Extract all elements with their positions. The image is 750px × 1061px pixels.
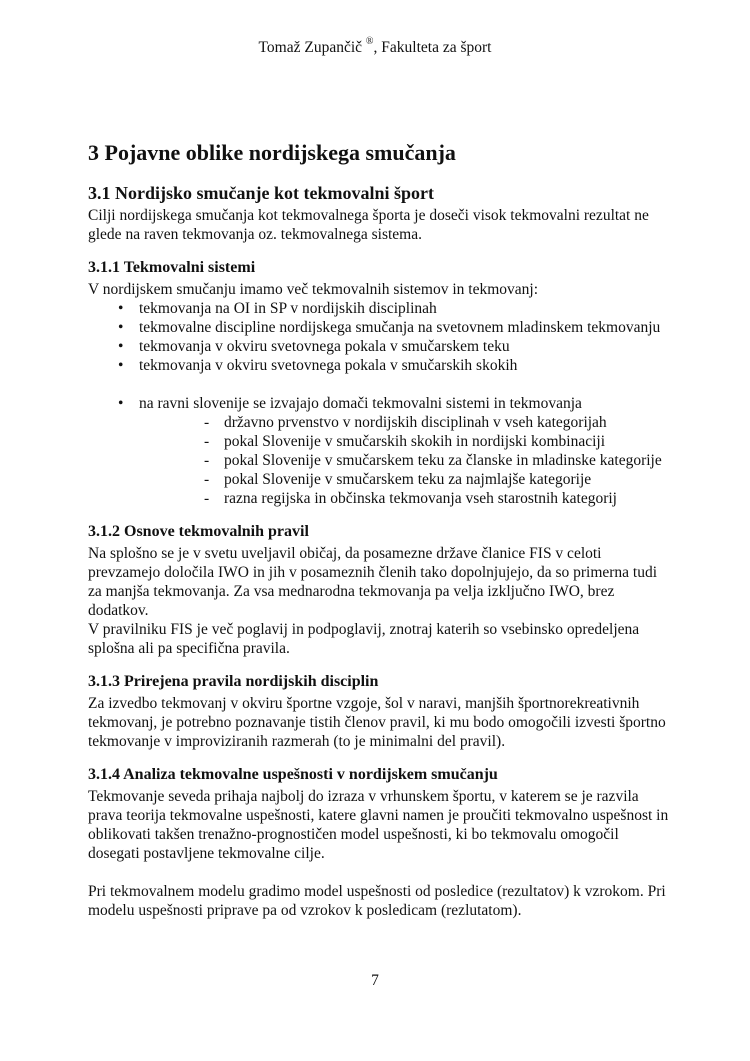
subsection-title: 3.1.1 Tekmovalni sistemi — [88, 259, 256, 276]
paragraph-line: tekmovanj, je potrebno poznavanje tistih členov pravil, ki mu bodo omogočili izvesti športno — [88, 714, 666, 731]
list-item-text: tekmovanja v okviru svetovnega pokala v smučarskih skokih — [139, 357, 518, 374]
national-bullet-list — [88, 394, 688, 413]
subsection-title: 3.1.3 Prirejena pravila nordijskih disciplin — [88, 673, 379, 690]
paragraph-line: oblikovati takšen trenažno-prognostičen model uspešnosti, ki bo tekmovalu omogočil — [88, 826, 619, 843]
spacer — [88, 375, 688, 394]
header-author: Tomaž Zupančič — [258, 39, 363, 57]
running-header — [0, 38, 750, 57]
subsection-title: 3.1.4 Analiza tekmovalne uspešnosti v nordijskem smučanju — [88, 766, 498, 783]
chapter-title: 3 Pojavne oblike nordijskega smučanja — [88, 140, 456, 165]
bullet-icon: • — [118, 300, 124, 317]
paragraph-line: Pri tekmovalnem modelu gradimo model uspešnosti od posledice (rezultatov) k vzrokom. Pri — [88, 883, 666, 900]
list-intro: V nordijskem smučanju imamo več tekmovalnih sistemov in tekmovanj: — [88, 281, 539, 298]
section-title: 3.1 Nordijsko smučanje kot tekmovalni šport — [88, 183, 435, 203]
header-affiliation: , Fakulteta za šport — [373, 39, 492, 57]
dash-item — [88, 489, 688, 508]
list-item — [88, 394, 688, 413]
section-3-1-4 — [88, 765, 688, 920]
spacer — [88, 863, 688, 882]
paragraph-line: dosegati postavljene tekmovalne cilje. — [88, 845, 325, 862]
paragraph-line: Za izvedbo tekmovanj v okviru športne vzgoje, šol v naravi, manjših športnorekreativnih — [88, 695, 640, 712]
dash-item-text: pokal Slovenije v smučarskem teku za članske in mladinske kategorije — [224, 452, 662, 469]
paragraph-line: glede na raven tekmovanja oz. tekmovalnega sistema. — [88, 226, 422, 243]
paragraph-line: dodatkov. — [88, 602, 149, 619]
registered-mark: ® — [365, 36, 374, 47]
bullet-icon: • — [118, 357, 124, 374]
dash-item — [88, 413, 688, 432]
dash-icon: - — [204, 433, 210, 450]
section-3-1-1 — [88, 258, 688, 508]
list-item — [88, 299, 688, 318]
list-item-text: tekmovalne discipline nordijskega smučanja na svetovnem mladinskem tekmovanju — [139, 319, 661, 336]
paragraph-line: Cilji nordijskega smučanja kot tekmovalnega športa je doseči visok tekmovalni rezultat ne — [88, 207, 649, 224]
dash-icon: - — [204, 414, 210, 431]
paragraph-line: prava teorija tekmovalne uspešnosti, katere glavni namen je proučiti tekmovalno uspešnost in — [88, 807, 669, 824]
paragraph-line: prevzamejo določila IWO in jih v posameznih členih tako dopolnjujejo, da so primerna tudi — [88, 564, 658, 581]
bullet-list — [88, 299, 688, 375]
paragraph-line: tekmovanje v improviziranih razmerah (to je minimalni del pravil). — [88, 733, 506, 750]
page-number: 7 — [371, 972, 379, 989]
dash-item — [88, 451, 688, 470]
bullet-icon: • — [118, 319, 124, 336]
paragraph-line: splošna ali pa specifična pravila. — [88, 640, 290, 657]
list-item — [88, 356, 688, 375]
dash-icon: - — [204, 490, 210, 507]
dash-item-text: pokal Slovenije v smučarskem teku za najmlajše kategorije — [224, 471, 592, 488]
subsection-title: 3.1.2 Osnove tekmovalnih pravil — [88, 523, 309, 540]
list-item-text: tekmovanja na OI in SP v nordijskih disciplinah — [139, 300, 437, 317]
dash-icon: - — [204, 471, 210, 488]
dash-item-text: razna regijska in občinska tekmovanja vseh starostnih kategorij — [224, 490, 617, 507]
paragraph-line: Na splošno se je v svetu uveljavil običaj, da posamezne države članice FIS v celoti — [88, 545, 602, 562]
section-3-1-3 — [88, 672, 688, 751]
paragraph-line: Tekmovanje seveda prihaja najbolj do izraza v vrhunskem športu, v katerem se je razvila — [88, 788, 639, 805]
dash-item-text: pokal Slovenije v smučarskih skokih in nordijski kombinaciji — [224, 433, 606, 450]
list-item-text: tekmovanja v okviru svetovnega pokala v smučarskem teku — [139, 338, 510, 355]
section-3-1-2 — [88, 522, 688, 658]
list-item-text: na ravni slovenije se izvajajo domači tekmovalni sistemi in tekmovanja — [139, 395, 582, 412]
dash-list — [88, 413, 688, 508]
dash-item — [88, 470, 688, 489]
dash-icon: - — [204, 452, 210, 469]
page-content — [88, 140, 688, 934]
bullet-icon: • — [118, 338, 124, 355]
dash-item — [88, 432, 688, 451]
list-item — [88, 337, 688, 356]
list-item — [88, 318, 688, 337]
section-3-1 — [88, 182, 688, 244]
paragraph-line: V pravilniku FIS je več poglavij in podpoglavij, znotraj katerih so vsebinsko opredeljena — [88, 621, 640, 638]
paragraph-line: za manjša tekmovanja. Za vsa mednarodna tekmovanja pa velja izključno IWO, brez — [88, 583, 615, 600]
bullet-icon: • — [118, 395, 124, 412]
dash-item-text: državno prvenstvo v nordijskih disciplinah v vseh kategorijah — [224, 414, 607, 431]
paragraph-line: modelu uspešnosti priprave pa od vzrokov k posledicam (rezlutatom). — [88, 902, 522, 919]
